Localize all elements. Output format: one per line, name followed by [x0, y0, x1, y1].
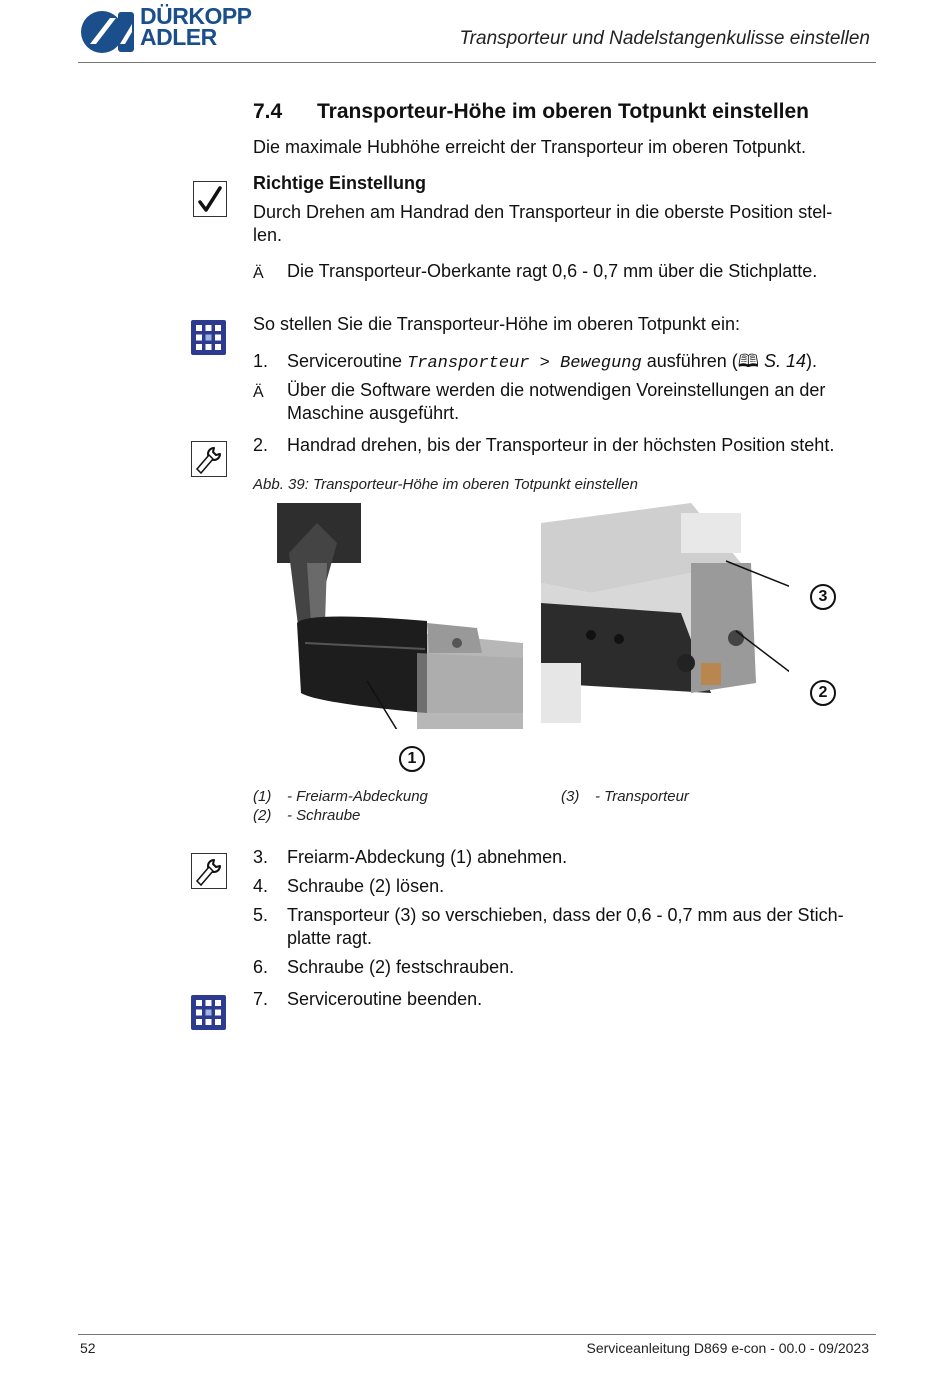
step-1-text-end: ).: [806, 351, 818, 371]
step-7-text: Serviceroutine beenden.: [287, 989, 483, 1009]
figure-caption: Abb. 39: Transporteur-Höhe im oberen Totpunkt einstellen: [253, 476, 638, 493]
legend-label: - Schraube: [287, 807, 361, 824]
correct-setting-text-2: len.: [253, 225, 283, 245]
header-title: Transporteur und Nadelstangenkulisse einstellen: [459, 28, 870, 49]
section-intro: Die maximale Hubhöhe erreicht der Transporteur im oberen Totpunkt.: [253, 137, 806, 157]
step-4-number: 4.: [253, 876, 269, 896]
logo-line-2: ADLER: [140, 24, 217, 50]
wrench-icon: [191, 853, 227, 889]
step-3-text: Freiarm-Abdeckung (1) abnehmen.: [287, 847, 568, 867]
book-icon: 🕮: [737, 351, 759, 371]
footer-doc-info: Serviceanleitung D869 e-con - 00.0 - 09/2023: [586, 1340, 869, 1356]
step-6: [253, 956, 873, 980]
step-1-result-line-1: Über die Software werden die notwendigen Voreinstellungen an der: [287, 380, 826, 400]
result-arrow-icon: Ä: [253, 265, 264, 282]
software-icon: [191, 995, 226, 1030]
step-2-number: 2.: [253, 435, 269, 455]
correct-setting-text-1: Durch Drehen am Handrad den Transporteur in die oberste Position stel-: [253, 202, 833, 222]
step-1-number: 1.: [253, 351, 269, 371]
section-heading: [253, 100, 809, 124]
legend-label: - Freiarm-Abdeckung: [287, 788, 428, 805]
footer-divider: [78, 1334, 876, 1335]
legend-number: (2): [253, 807, 272, 824]
callout-2: 2: [810, 680, 836, 706]
software-icon: [191, 320, 226, 355]
step-7: [253, 988, 873, 1012]
step-1-code: Transporteur > Bewegung: [407, 354, 642, 373]
step-3-number: 3.: [253, 847, 269, 867]
step-1-text: Serviceroutine: [287, 351, 408, 371]
step-5: [253, 904, 873, 950]
step-2: [253, 434, 873, 458]
brand-logo-icon: [80, 10, 136, 54]
step-7-number: 7.: [253, 989, 269, 1009]
header-divider: [78, 62, 876, 63]
wrench-icon: [191, 441, 227, 477]
brand-logo-text: [140, 3, 252, 50]
result-arrow-icon: Ä: [253, 384, 264, 401]
step-1-result: [253, 379, 873, 425]
step-4-text: Schraube (2) lösen.: [287, 876, 445, 896]
legend-item: [253, 788, 428, 805]
page-reference-link[interactable]: S. 14: [759, 351, 807, 371]
step-1-result-line-2: Maschine ausgeführt.: [287, 403, 460, 423]
callout-3: 3: [810, 584, 836, 610]
step-5-number: 5.: [253, 905, 269, 925]
correct-setting-heading: Richtige Einstellung: [253, 173, 427, 193]
section-title: Transporteur-Höhe im oberen Totpunkt einstellen: [317, 100, 809, 123]
step-5-line-1: Transporteur (3) so verschieben, dass der 0,6 - 0,7 mm aus der Stich-: [287, 905, 844, 925]
legend-item: [253, 807, 360, 824]
figure-photo-freiarm: [277, 503, 525, 729]
correct-setting-result-text: Die Transporteur-Oberkante ragt 0,6 - 0,7 mm über die Stichplatte.: [287, 261, 818, 281]
step-2-text: Handrad drehen, bis der Transporteur in der höchsten Position steht.: [287, 435, 835, 455]
legend-label: - Transporteur: [595, 788, 689, 805]
step-5-line-2: platte ragt.: [287, 928, 373, 948]
step-6-number: 6.: [253, 957, 269, 977]
step-4: [253, 875, 873, 899]
callout-1: 1: [399, 746, 425, 772]
step-1-text-mid: ausführen (: [641, 351, 738, 371]
logo-line-1: DÜRKOPP: [140, 3, 252, 29]
legend-item: [561, 788, 689, 805]
checkmark-icon: [193, 181, 227, 217]
figure-photo-transporteur: [541, 503, 789, 723]
legend-number: (1): [253, 788, 272, 805]
step-3: [253, 846, 873, 870]
section-number: 7.4: [253, 100, 283, 123]
correct-setting-result: [253, 260, 873, 284]
legend-number: (3): [561, 788, 580, 805]
page-number: 52: [80, 1340, 96, 1356]
step-6-text: Schraube (2) festschrauben.: [287, 957, 515, 977]
step-1: [253, 350, 873, 374]
procedure-intro: So stellen Sie die Transporteur-Höhe im oberen Totpunkt ein:: [253, 314, 740, 334]
